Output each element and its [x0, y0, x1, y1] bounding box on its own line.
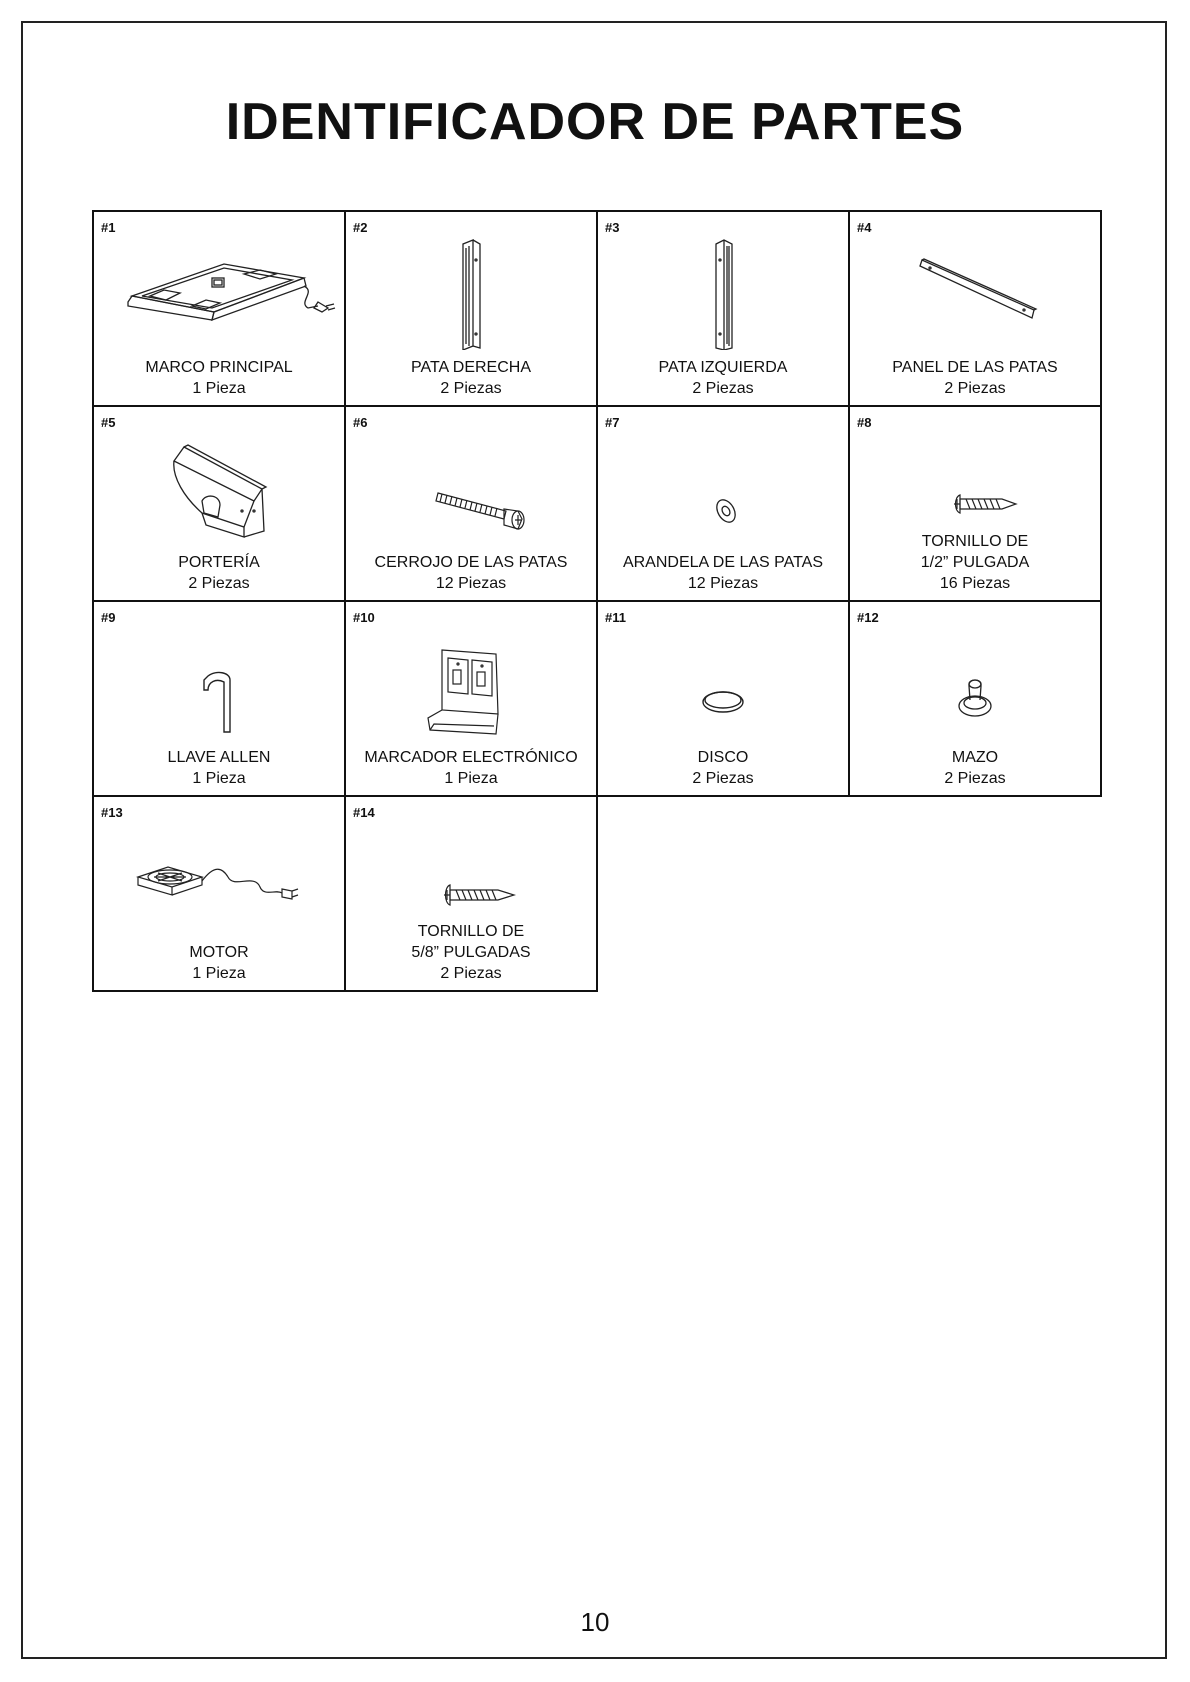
leg-washer-icon [598, 425, 848, 545]
part-number: #4 [857, 220, 872, 235]
part-quantity: 2 Piezas [188, 575, 250, 592]
part-name: MOTOR [189, 944, 249, 961]
part-name: PATA IZQUIERDA [658, 359, 788, 376]
part-cell-13 [92, 795, 346, 992]
part-caption [94, 357, 344, 399]
main-frame-icon [94, 230, 344, 350]
part-name: LLAVE ALLEN [167, 749, 271, 766]
part-number: #11 [605, 610, 626, 625]
part-name: TORNILLO DE [921, 533, 1029, 550]
screw-five-eighths-icon [346, 815, 596, 935]
part-caption [94, 552, 344, 594]
page-title: IDENTIFICADOR DE PARTES [225, 93, 965, 151]
part-number: #1 [101, 220, 116, 235]
part-name: PORTERÍA [178, 554, 260, 571]
part-caption [346, 552, 596, 594]
part-number: #10 [353, 610, 375, 625]
part-quantity: 2 Piezas [440, 380, 502, 397]
puck-icon [598, 620, 848, 740]
part-name: 1/2” PULGADA [920, 554, 1030, 571]
part-name: 5/8” PULGADAS [411, 944, 531, 961]
part-cell-9 [92, 600, 346, 797]
part-quantity: 2 Piezas [944, 770, 1006, 787]
part-quantity: 2 Piezas [692, 380, 754, 397]
part-name: DISCO [697, 749, 749, 766]
part-cell-8 [848, 405, 1102, 602]
part-cell-2 [344, 210, 598, 407]
part-caption [850, 747, 1100, 789]
part-name: MARCO PRINCIPAL [145, 359, 293, 376]
part-name: PANEL DE LAS PATAS [892, 359, 1058, 376]
screw-half-inch-icon [850, 425, 1100, 545]
part-cell-11 [596, 600, 850, 797]
left-leg-icon [598, 230, 848, 350]
part-caption [346, 357, 596, 399]
part-name: CERROJO DE LAS PATAS [374, 554, 568, 571]
mallet-icon [850, 620, 1100, 740]
part-number: #13 [101, 805, 123, 820]
part-number: #3 [605, 220, 620, 235]
part-caption [346, 921, 596, 984]
part-caption [598, 747, 848, 789]
part-number: #8 [857, 415, 872, 430]
part-quantity: 2 Piezas [692, 770, 754, 787]
part-cell-1 [92, 210, 346, 407]
right-leg-icon [346, 230, 596, 350]
part-name: MARCADOR ELECTRÓNICO [364, 749, 578, 766]
part-cell-5 [92, 405, 346, 602]
part-cell-4 [848, 210, 1102, 407]
part-name: TORNILLO DE [417, 923, 525, 940]
part-cell-12 [848, 600, 1102, 797]
part-name: ARANDELA DE LAS PATAS [622, 554, 824, 571]
part-cell-7 [596, 405, 850, 602]
part-cell-14 [344, 795, 598, 992]
part-number: #5 [101, 415, 116, 430]
part-quantity: 2 Piezas [440, 965, 502, 982]
part-caption [346, 747, 596, 789]
part-quantity: 1 Pieza [192, 770, 246, 787]
part-number: #12 [857, 610, 879, 625]
part-quantity: 12 Piezas [687, 575, 759, 592]
part-number: #7 [605, 415, 620, 430]
part-name: MAZO [951, 749, 999, 766]
leg-panel-icon [850, 230, 1100, 350]
allen-key-icon [94, 620, 344, 740]
part-number: #6 [353, 415, 368, 430]
part-cell-10 [344, 600, 598, 797]
part-quantity: 1 Pieza [192, 965, 246, 982]
electronic-scorer-icon [346, 620, 596, 740]
part-caption [94, 942, 344, 984]
part-caption [598, 357, 848, 399]
motor-icon [94, 815, 344, 935]
part-caption [94, 747, 344, 789]
part-number: #14 [353, 805, 375, 820]
part-quantity: 1 Pieza [192, 380, 246, 397]
part-cell-6 [344, 405, 598, 602]
part-caption [850, 531, 1100, 594]
goal-icon [94, 425, 344, 545]
part-cell-3 [596, 210, 850, 407]
part-caption [850, 357, 1100, 399]
part-quantity: 1 Pieza [444, 770, 498, 787]
page-number: 10 [580, 1607, 610, 1637]
part-quantity: 16 Piezas [939, 575, 1011, 592]
part-quantity: 2 Piezas [944, 380, 1006, 397]
part-name: PATA DERECHA [410, 359, 532, 376]
part-number: #9 [101, 610, 116, 625]
part-caption [598, 552, 848, 594]
leg-bolt-icon [346, 425, 596, 545]
part-number: #2 [353, 220, 368, 235]
part-quantity: 12 Piezas [435, 575, 507, 592]
